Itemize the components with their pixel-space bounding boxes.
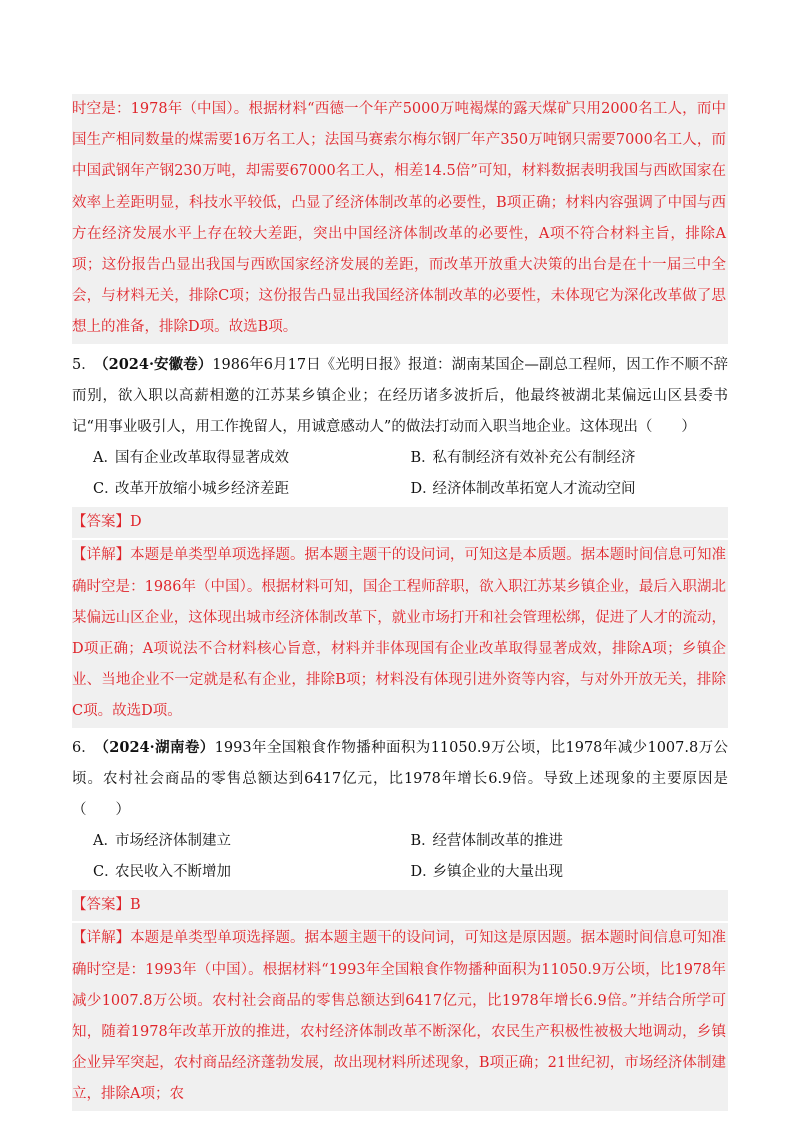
option-b: B．私有制经济有效补充公有制经济: [410, 450, 636, 467]
analysis-text: 本题是单类型单项选择题。据本题主题干的设问词，可知这是本质题。据本题时间信息可知准确时空是：1986年（中国）。根据材料可知，国企工程师辞职，欲入职江苏某乡镇企业，最后入职湖北某偏远山区企业，这体现出城市经济体制改革下，就业市场打开和社会管理松绑，促进了人才的流动，D项正确；A项说法不合材料核心旨意，材料并非体现国有企业改革取得显著成效，排除A项；乡镇企业、当地企业不一定就是私有企业，排除B项；材料没有体现引进外资等内容，与对外开放无关，排除C项。故选D项。: [72, 547, 727, 720]
q6-answer: [72, 890, 728, 921]
document-page: [72, 94, 728, 1111]
option-d: D．乡镇企业的大量出现: [410, 864, 563, 881]
option-a: A．国有企业改革取得显著成效: [93, 450, 289, 467]
answer-label: 【答案】: [72, 514, 130, 531]
analysis-text: 本题是单类型单项选择题。据本题主题干的设问词，可知这是原因题。据本题时间信息可知准确时空是：1993年（中国）。根据材料“1993年全国粮食作物播种面积为11050.9万公顷，比1978年减少1007.8万公顷。农村社会商品的零售总额达到6417亿元，比1978年增长6.9倍。”并结合所学可知，随着1978年改革开放的推进，农村经济体制改革不断深化，农民生产积极性被极大地调动，乡镇企业异军突起，农村商品经济蓬勃发展，故出现材料所述现象，B项正确；21世纪初，市场经济体制建立，排除A项；农: [72, 930, 727, 1103]
option-d: D．经济体制改革拓宽人才流动空间: [410, 481, 636, 498]
question-source: （2024·安徽卷）: [94, 355, 213, 373]
question-number: 6．: [72, 739, 96, 756]
analysis-label: 【详解】: [72, 930, 131, 947]
q5-answer: [72, 507, 728, 538]
option-a: A．市场经济体制建立: [93, 833, 231, 850]
question-6: [72, 732, 728, 827]
analysis-label: 【详解】: [72, 547, 131, 564]
q5-options: [93, 443, 728, 505]
q6-analysis: [72, 923, 728, 1110]
question-source: （2024·湖南卷）: [94, 738, 215, 756]
question-stem: 1986年6月17日《光明日报》报道：湖南某国企—副总工程师，因工作不顺不辞而别，欲入职以高薪相邀的江苏某乡镇企业；在经历诸多波折后，他最终被湖北某偏远山区县委书记“用事业吸引人，用工作挽留人，用诚意感动人”的做法打动而入职当地企业。这体现出（ ）: [72, 356, 729, 436]
question-number: 5．: [72, 356, 96, 373]
option-b: B．经营体制改革的推进: [410, 833, 563, 850]
answer-label: 【答案】: [72, 897, 130, 914]
q4-analysis-continued: 时空是：1978年（中国）。根据材料“西德一个年产5000万吨褐煤的露天煤矿只用2000名工人，而中国生产相同数量的煤需要16万名工人；法国马赛索尔梅尔钢厂年产350万吨钢只需要7000名工人，而中国武钢年产钢230万吨，却需要67000名工人，相差14.5倍”可知，材料数据表明我国与西欧国家在效率上差距明显，科技水平较低，凸显了经济体制改革的必要性，B项正确；材料内容强调了中国与西方在经济发展水平上存在较大差距，突出中国经济体制改革的必要性，A项不符合材料主旨，排除A项；这份报告凸显出我国与西欧国家经济发展的差距，而改革开放重大决策的出台是在十一届三中全会，与材料无关，排除C项；这份报告凸显出我国经济体制改革的必要性，未体现它为深化改革做了思想上的准备，排除D项。故选B项。: [72, 94, 728, 344]
q6-options: [93, 826, 728, 888]
option-c: C．农民收入不断增加: [93, 864, 231, 881]
answer-value: B: [130, 897, 141, 914]
q5-analysis: [72, 540, 728, 727]
answer-value: D: [130, 514, 142, 531]
question-5: [72, 349, 728, 444]
question-stem: 1993年全国粮食作物播种面积为11050.9万公顷，比1978年减少1007.8万公顷。农村社会商品的零售总额达到6417亿元，比1978年增长6.9倍。导致上述现象的主要原因是（ ）: [72, 739, 729, 819]
option-c: C．改革开放缩小城乡经济差距: [93, 481, 289, 498]
